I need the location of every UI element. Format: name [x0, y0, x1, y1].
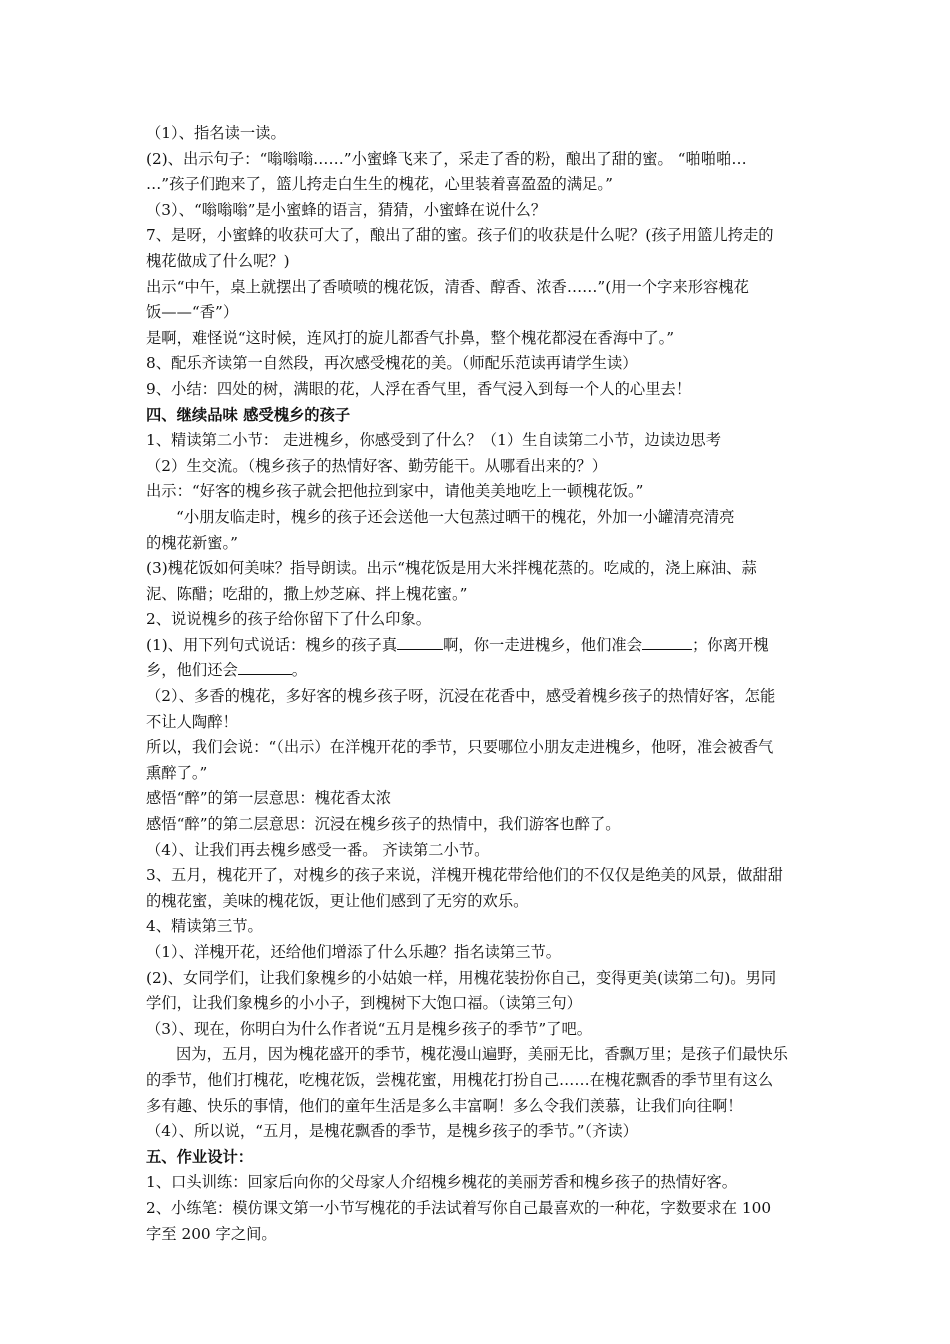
line-text: 7、是呀，小蜜蜂的收获可大了，酿出了甜的蜜。孩子们的收获是什么呢？(孩子用篮儿挎走的 [146, 226, 774, 245]
line-text: （3）、现在，你明白为什么作者说“五月是槐乡孩子的季节”了吧。 [146, 1019, 593, 1038]
text-line [146, 607, 810, 633]
text-line [146, 1170, 810, 1196]
text-line [146, 454, 810, 480]
line-text: 多有趣、快乐的事情，他们的童年生活是多么丰富啊！多么令我们羡慕，让我们向往啊！ [146, 1096, 743, 1115]
text-line [146, 582, 810, 608]
text-line [146, 505, 810, 531]
line-text: (2)、女同学们，让我们象槐乡的小姑娘一样，用槐花装扮你自己，变得更美(读第二句)。男同 [146, 968, 777, 987]
text-line [146, 633, 810, 659]
text-line [146, 863, 810, 889]
text-line [146, 147, 810, 173]
text-line [146, 812, 810, 838]
section-heading [146, 403, 810, 429]
text-line [146, 940, 810, 966]
fill-blank [238, 660, 292, 675]
text-line [146, 275, 810, 301]
line-text: (3)槐花饭如何美味？指导朗读。出示“槐花饭是用大米拌槐花蒸的。吃咸的，浇上麻油、蒜 [146, 559, 757, 578]
text-line [146, 786, 810, 812]
line-text: （4）、让我们再去槐乡感受一番。 齐读第二小节。 [146, 840, 490, 859]
text-line [146, 684, 810, 710]
line-text: 学们，让我们象槐乡的小小子，到槐树下大饱口福。（读第三句） [146, 994, 582, 1013]
section-heading [146, 1145, 810, 1171]
line-text: 1、精读第二小节： 走进槐乡，你感受到了什么？（1）生自读第二小节，边读边思考 [146, 431, 722, 450]
text-line [146, 223, 810, 249]
line-text: (1)、用下列句式说话：槐乡的孩子真 [146, 635, 398, 654]
line-text: 1、口头训练：回家后向你的父母家人介绍槐乡槐花的美丽芳香和槐乡孩子的热情好客。 [146, 1173, 738, 1192]
line-text: 乡，他们还会 [146, 661, 238, 680]
line-text: 槐花做成了什么呢？) [146, 251, 290, 270]
text-line [146, 1196, 810, 1222]
line-text: （4）、所以说，“五月，是槐花飘香的季节，是槐乡孩子的季节。”（齐读） [146, 1122, 638, 1141]
text-line [146, 761, 810, 787]
line-text: 字至 200 字之间。 [146, 1224, 277, 1243]
line-text: 泥、陈醋；吃甜的，撒上炒芝麻、拌上槐花蜜。” [146, 584, 468, 603]
text-line [146, 300, 810, 326]
line-text: （2）生交流。（槐乡孩子的热情好客、勤劳能干。从哪看出来的？） [146, 456, 607, 475]
line-text: （3）、“嗡嗡嗡”是小蜜蜂的语言，猜猜，小蜜蜂在说什么？ [146, 200, 547, 219]
text-line [146, 428, 810, 454]
text-line [146, 479, 810, 505]
fill-blank [397, 635, 443, 650]
line-text: 2、说说槐乡的孩子给你留下了什么印象。 [146, 610, 432, 629]
text-line [146, 658, 810, 684]
line-text: （1）、指名读一读。 [146, 124, 286, 142]
document-page [146, 121, 810, 1247]
line-text: ；你离开槐 [692, 635, 769, 654]
text-line [146, 326, 810, 352]
line-text: 不让人陶醉！ [146, 712, 238, 731]
line-text: 感悟“醉”的第二层意思：沉浸在槐乡孩子的热情中，我们游客也醉了。 [146, 815, 621, 834]
line-text: …”孩子们跑来了，篮儿挎走白生生的槐花，心里装着喜盈盈的满足。” [146, 175, 613, 194]
line-text: 。 [291, 661, 308, 680]
text-line [146, 172, 810, 198]
text-line [146, 531, 810, 557]
text-line [146, 351, 810, 377]
text-line [146, 249, 810, 275]
text-line [146, 889, 810, 915]
text-line [146, 121, 810, 147]
text-line [146, 966, 810, 992]
line-text: 4、精读第三节。 [146, 917, 263, 936]
text-line [146, 377, 810, 403]
fill-blank [642, 635, 692, 650]
text-line [146, 1042, 810, 1068]
line-text: “小朋友临走时，槐乡的孩子还会送他一大包蒸过晒干的槐花，外加一小罐清亮清亮 [176, 507, 735, 526]
line-text: 2、小练笔：模仿课文第一小节写槐花的手法试着写你自己最喜欢的一种花，字数要求在 100 [146, 1198, 772, 1217]
line-text: 因为，五月，因为槐花盛开的季节，槐花漫山遍野，美丽无比，香飘万里；是孩子们最快乐 [176, 1045, 788, 1064]
text-line [146, 991, 810, 1017]
line-text: 3、五月，槐花开了，对槐乡的孩子来说，洋槐开槐花带给他们的不仅仅是绝美的风景，做甜甜 [146, 866, 783, 885]
line-text: 8、配乐齐读第一自然段，再次感受槐花的美。（师配乐范读再请学生读） [146, 354, 638, 373]
text-line [146, 735, 810, 761]
line-text: 的槐花蜜，美味的槐花饭，更让他们感到了无穷的欢乐。 [146, 891, 529, 910]
text-line [146, 914, 810, 940]
line-text: 五、作业设计： [146, 1147, 254, 1166]
line-text: 啊，你一走进槐乡，他们准会 [443, 635, 642, 654]
line-text: 的季节，他们打槐花，吃槐花饭，尝槐花蜜，用槐花打扮自己……在槐花飘香的季节里有这么 [146, 1070, 774, 1089]
line-text: 熏醉了。” [146, 763, 208, 782]
line-text: (2)、出示句子：“嗡嗡嗡……”小蜜蜂飞来了，采走了香的粉，酿出了甜的蜜。 “啪啪啪… [146, 149, 747, 168]
text-line [146, 838, 810, 864]
text-line [146, 710, 810, 736]
line-text: （1）、洋槐开花，还给他们增添了什么乐趣？指名读第三节。 [146, 943, 562, 961]
text-line [146, 1094, 810, 1120]
line-text: 饭——“香”） [146, 303, 239, 322]
line-text: 9、小结：四处的树，满眼的花，人浮在香气里，香气浸入到每一个人的心里去！ [146, 379, 692, 398]
text-line [146, 556, 810, 582]
text-line [146, 1017, 810, 1043]
text-line [146, 1068, 810, 1094]
line-text: 的槐花新蜜。” [146, 533, 238, 552]
line-text: 出示：“好客的槐乡孩子就会把他拉到家中，请他美美地吃上一顿槐花饭。” [146, 482, 644, 501]
text-line [146, 1222, 810, 1248]
line-text: 是啊，难怪说“这时候，连风打的旋儿都香气扑鼻，整个槐花都浸在香海中了。” [146, 328, 675, 347]
line-text: 所以，我们会说：“（出示）在洋槐开花的季节，只要哪位小朋友走进槐乡，他呀，准会被香气 [146, 738, 774, 757]
line-text: 四、继续品味 感受槐乡的孩子 [146, 405, 351, 424]
line-text: （2）、多香的槐花，多好客的槐乡孩子呀，沉浸在花香中，感受着槐乡孩子的热情好客，怎能 [146, 687, 776, 706]
line-text: 感悟“醉”的第一层意思：槐花香太浓 [146, 789, 392, 808]
text-line [146, 1119, 810, 1145]
text-line [146, 198, 810, 224]
line-text: 出示“中午，桌上就摆出了香喷喷的槐花饭，清香、醇香、浓香……”(用一个字来形容槐花 [146, 277, 749, 296]
